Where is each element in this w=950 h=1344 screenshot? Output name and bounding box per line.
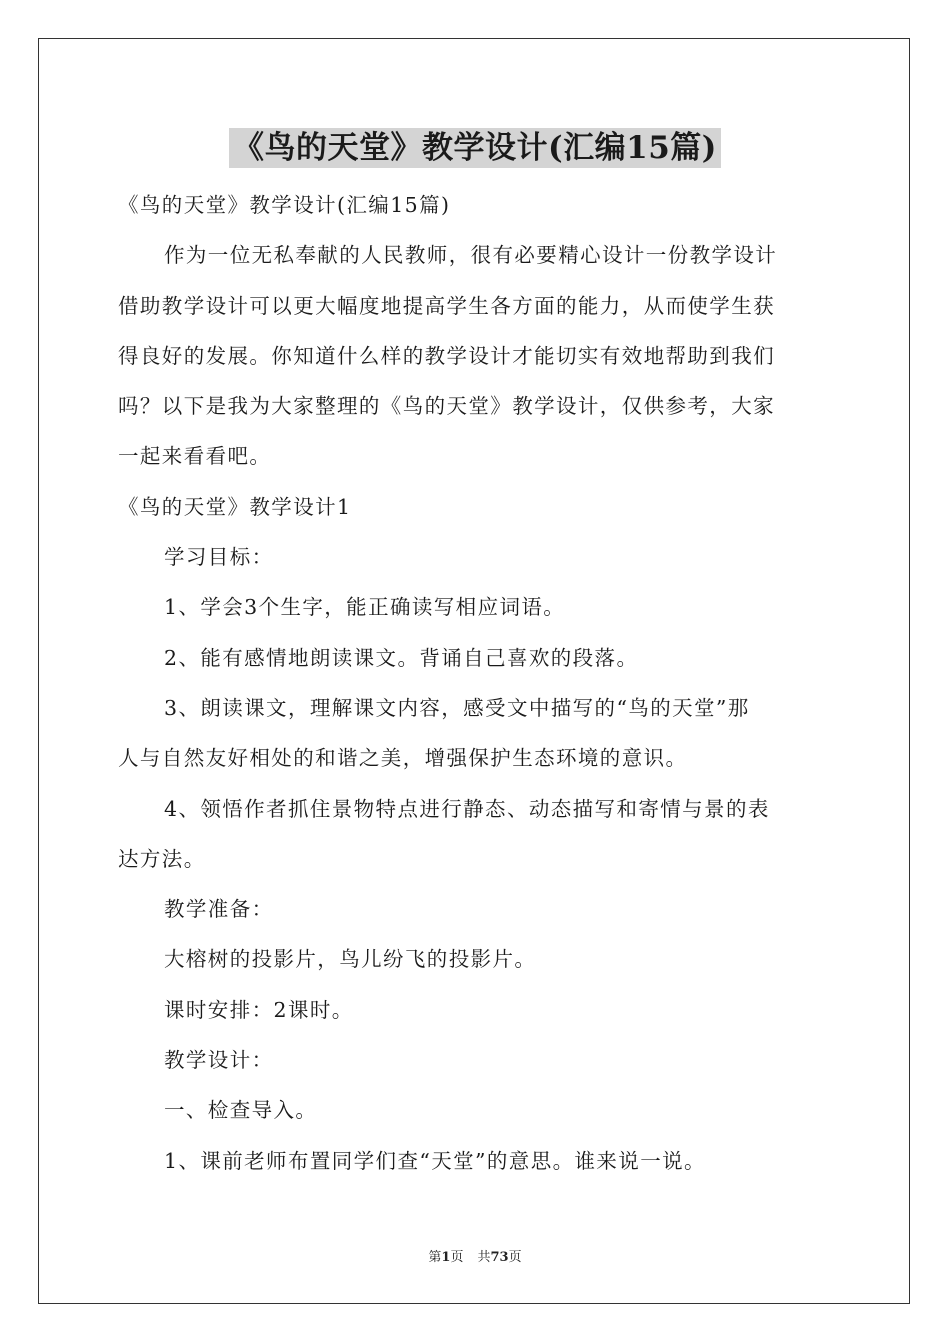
text-line: 人与自然友好相处的和谐之美，增强保护生态环境的意识。 (118, 746, 688, 771)
total-prefix: 共 (477, 1250, 491, 1265)
page-prefix: 第 (428, 1250, 442, 1265)
total-pages: 73 (490, 1250, 509, 1265)
page-number: 1 (441, 1250, 451, 1265)
text-line: 得良好的发展。你知道什么样的教学设计才能切实有效地帮助到我们 (118, 343, 775, 368)
text-line: 学习目标： (164, 545, 274, 570)
text-line: 吗？以下是我为大家整理的《鸟的天堂》教学设计，仅供参考，大家 (118, 394, 775, 419)
total-suffix: 页 (508, 1250, 522, 1265)
text-line: 教学准备： (164, 897, 274, 922)
title-container (0, 128, 950, 168)
text-line: 一起来看看吧。 (118, 444, 272, 469)
text-line: 教学设计： (164, 1048, 274, 1073)
text-line: 课时安排：2课时。 (164, 997, 354, 1022)
text-line: 借助教学设计可以更大幅度地提高学生各方面的能力，从而使学生获 (118, 293, 775, 318)
text-line: 作为一位无私奉献的人民教师，很有必要精心设计一份教学设计 (164, 243, 778, 268)
text-line: 达方法。 (118, 846, 206, 871)
text-line: 2、能有感情地朗读课文。背诵自己喜欢的段落。 (164, 645, 639, 670)
text-line: 3、朗读课文，理解课文内容，感受文中描写的“鸟的天堂”那 (164, 695, 750, 720)
text-line: 《鸟的天堂》教学设计1 (118, 494, 352, 519)
text-line: 1、学会3个生字，能正确读写相应词语。 (164, 595, 566, 620)
text-line: 大榕树的投影片，鸟儿纷飞的投影片。 (164, 947, 537, 972)
document-title: 《鸟的天堂》教学设计(汇编15篇) (229, 128, 721, 168)
page-footer (0, 1246, 950, 1265)
text-line: 4、领悟作者抓住景物特点进行静态、动态描写和寄情与景的表 (164, 796, 770, 821)
document-body (118, 180, 838, 1186)
text-line: 《鸟的天堂》教学设计(汇编15篇) (118, 193, 451, 217)
page-suffix: 页 (450, 1250, 464, 1265)
text-line: 1、课前老师布置同学们查“天堂”的意思。谁来说一说。 (164, 1148, 706, 1173)
text-line: 一、检查导入。 (164, 1098, 318, 1123)
